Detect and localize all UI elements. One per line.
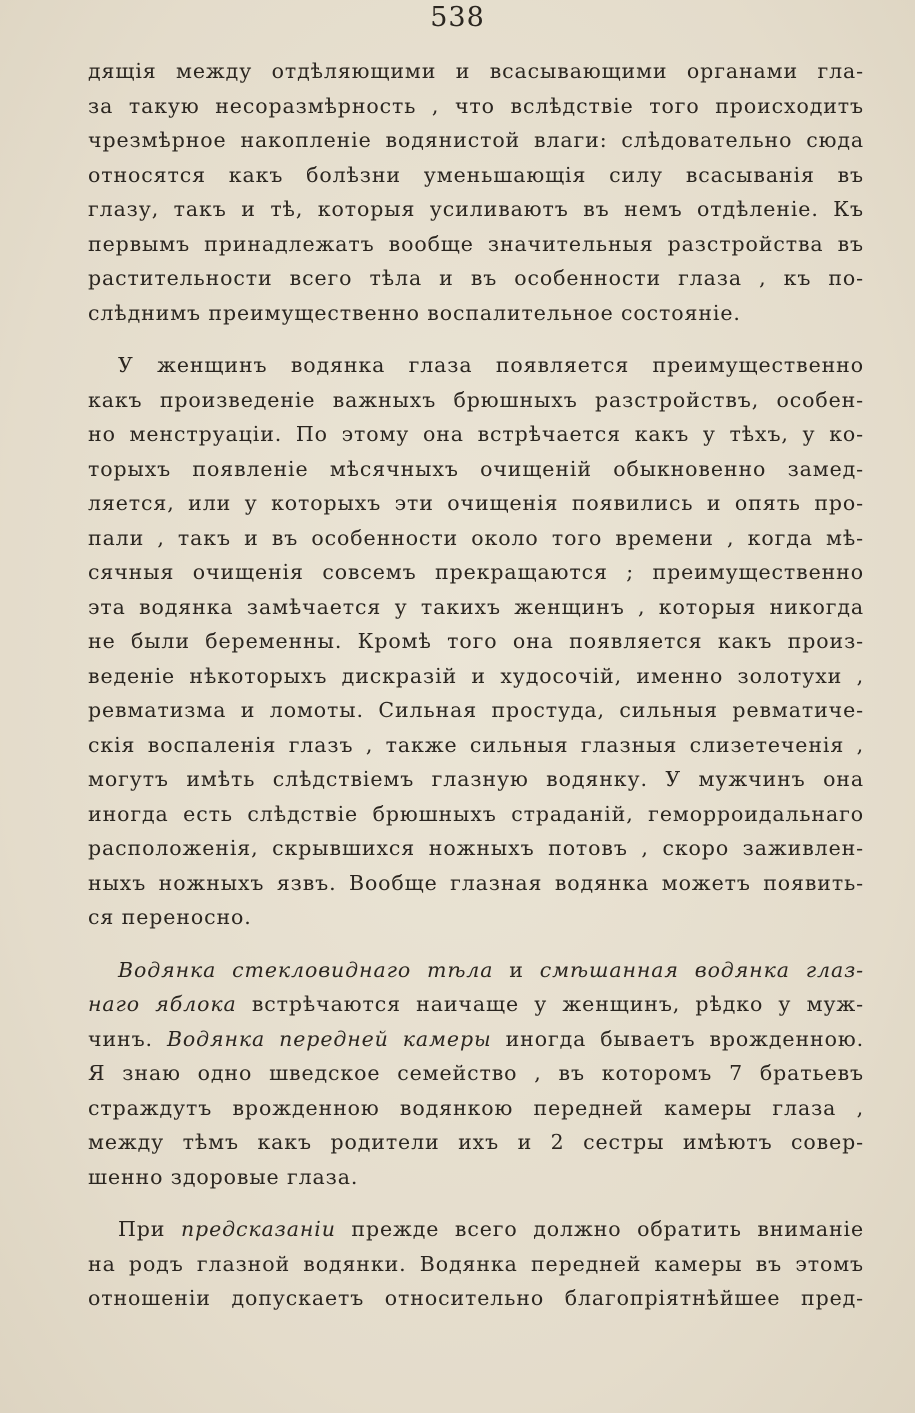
italic-term: смѣшанная водянка глаз-: [539, 957, 864, 982]
text-line: [88, 1212, 864, 1247]
text-line: расположенія, скрывшихся ножныхъ потовъ , скоро заживлен-: [88, 836, 864, 860]
text-fragment: иногда бываетъ врожденною.: [491, 1026, 864, 1051]
text-line: не были беременны. Кромѣ того она появляется какъ произ-: [88, 629, 864, 653]
text-line: ся переносно.: [88, 905, 252, 929]
text-line: за такую несоразмѣрность , что вслѣдствіе того происходитъ: [88, 93, 864, 118]
italic-term: предсказаніи: [180, 1217, 336, 1241]
text-line: сячныя очищенія совсемъ прекращаются ; преимущественно: [88, 560, 864, 584]
text-line: ляется, или у которыхъ эти очищенія появились и опять про-: [88, 491, 864, 515]
text-line: ревматизма и ломоты. Сильная простуда, сильныя ревматиче-: [88, 698, 864, 722]
paragraph-2: [88, 348, 864, 935]
text-line: глазу, такъ и тѣ, которыя усиливаютъ въ немъ отдѣленіе. Къ: [88, 197, 864, 221]
text-line: отношеніи допускаетъ относительно благопріятнѣйшее пред-: [88, 1286, 864, 1310]
text-fragment: чинъ.: [88, 1026, 167, 1051]
page-number: 538: [430, 2, 485, 33]
text-line: на родъ глазной водянки. Водянка передней камеры въ этомъ: [88, 1251, 864, 1276]
text-line: дящія между отдѣляющими и всасывающими органами гла-: [88, 59, 864, 83]
italic-term: Водянка стекловиднаго тѣла: [118, 957, 494, 982]
text-line: страждутъ врожденною водянкою передней камеры глаза ,: [88, 1095, 864, 1120]
text-line: относятся какъ болѣзни уменьшающія силу всасыванія въ: [88, 162, 864, 187]
text-line: Я знаю одно шведское семейство , въ которомъ 7 братьевъ: [88, 1061, 864, 1085]
text-line: торыхъ появленіе мѣсячныхъ очищеній обыкновенно замед-: [88, 456, 864, 481]
text-line: У женщинъ водянка глаза появляется преимущественно: [118, 353, 864, 377]
text-line: пали , такъ и въ особенности около того времени , когда мѣ-: [88, 525, 864, 550]
text-line: растительности всего тѣла и въ особенности глаза , къ по-: [88, 266, 864, 290]
text-fragment: При: [118, 1217, 181, 1241]
text-line: скія воспаленія глазъ , также сильныя глазныя слизетеченія ,: [88, 732, 864, 757]
text-line: [88, 987, 864, 1022]
text-line: ныхъ ножныхъ язвъ. Вообще глазная водянка можетъ появить-: [88, 870, 864, 895]
text-line: веденіе нѣкоторыхъ дискразій и худосочій, именно золотухи ,: [88, 663, 864, 688]
text-line: первымъ принадлежатъ вообще значительныя разстройства въ: [88, 231, 864, 256]
text-line: слѣднимъ преимущественно воспалительное состояніе.: [88, 300, 741, 325]
text-line: могутъ имѣть слѣдствіемъ глазную водянку. У мужчинъ она: [88, 767, 864, 791]
paragraph-3: [88, 953, 864, 1195]
text-line: какъ произведеніе важныхъ брюшныхъ разстройствъ, особен-: [88, 387, 864, 412]
text-line: иногда есть слѣдствіе брюшныхъ страданій, геморроидальнаго: [88, 801, 864, 826]
text-line: шенно здоровые глаза.: [88, 1164, 359, 1189]
text-fragment: и: [493, 957, 540, 982]
body-text: [88, 54, 864, 1334]
text-line: [88, 953, 864, 988]
italic-term: наго яблока: [88, 992, 237, 1016]
text-line: чрезмѣрное накопленіе водянистой влаги: слѣдовательно сюда: [88, 128, 864, 152]
text-line: эта водянка замѣчается у такихъ женщинъ , которыя никогда: [88, 594, 864, 619]
text-line: [88, 1022, 864, 1057]
text-fragment: прежде всего должно обратить вниманіе: [335, 1217, 864, 1241]
text-fragment: встрѣчаются наичаще у женщинъ, рѣдко у муж-: [236, 992, 864, 1016]
text-line: но менструаціи. По этому она встрѣчается какъ у тѣхъ, у ко-: [88, 422, 864, 446]
paragraph-1: [88, 54, 864, 330]
italic-term: Водянка передней камеры: [166, 1026, 492, 1051]
paragraph-4: [88, 1212, 864, 1316]
text-line: между тѣмъ какъ родители ихъ и 2 сестры имѣютъ совер-: [88, 1130, 864, 1154]
